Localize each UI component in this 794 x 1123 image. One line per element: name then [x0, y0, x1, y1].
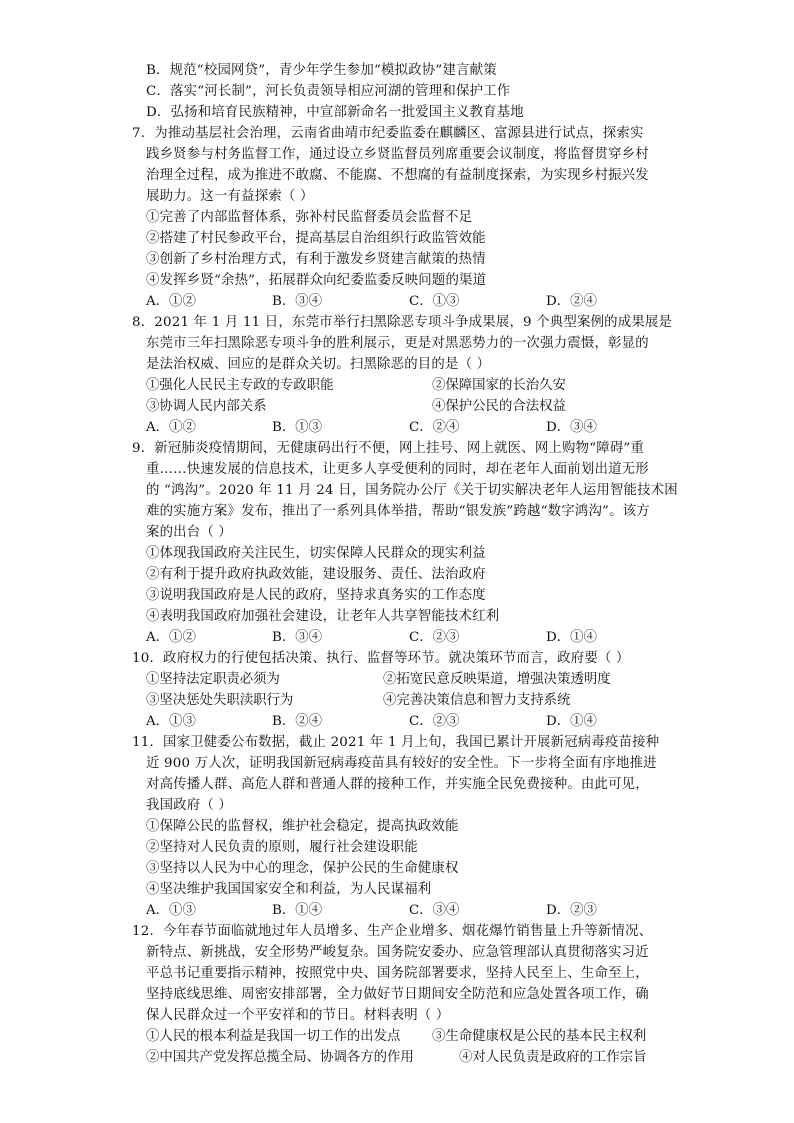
q8-stem-line: 8．2021 年 1 月 11 日，东莞市举行扫黑除恶专项斗争成果展，9 个典型案例的成果展是	[132, 315, 673, 330]
q8-statement-3: ③协调人民内部关系	[146, 399, 267, 414]
q11-choice-b: B．①④	[272, 903, 323, 918]
q12-stem-line: 平总书记重要指示精神，按照党中央、国务院部署要求，坚持人民至上、生命至上，	[146, 966, 649, 981]
q12-stem-line: 保人民群众过一个平安祥和的节日。材料表明（ ）	[146, 1008, 450, 1023]
q10-choice-c: C．②③	[409, 714, 460, 729]
q10-statement-2: ②拓宽民意反映渠道，增强决策透明度	[383, 672, 611, 687]
q11-statement-3: ③坚持以人民为中心的理念，保护公民的生命健康权	[146, 861, 459, 876]
q8-choice-d: D．③④	[546, 420, 597, 435]
q11-choice-c: C．③④	[409, 903, 460, 918]
q11-stem-line: 对高传播人群、高危人群和普通人群的接种工作，并实施全民免费接种。由此可见，	[146, 777, 649, 792]
q12-statement-1: ①人民的根本利益是我国一切工作的出发点	[146, 1029, 401, 1044]
q11-statement-1: ①保障公民的监督权，维护社会稳定，提高执政效能	[146, 819, 459, 834]
q9-choice-d: D．①④	[546, 630, 597, 645]
q10-choice-a: A．①③	[146, 714, 196, 729]
q9-statement-2: ②有利于提升政府执政效能，建设服务、责任、法治政府	[146, 567, 486, 582]
q11-statement-4: ④坚决维护我国国家安全和利益，为人民谋福利	[146, 882, 432, 897]
q12-stem-line: 12．今年春节面临就地过年人员增多、生产企业增多、烟花爆竹销售量上升等新情况、	[132, 924, 653, 939]
q8-statement-1: ①强化人民民主专政的专政职能	[146, 378, 334, 393]
q12-stem-line: 坚持底线思维、周密安排部署，全力做好节日期间安全防范和应急处置各项工作，确	[146, 987, 649, 1002]
q11-stem-line: 我国政府（ ）	[146, 798, 232, 813]
q9-statement-4: ④表明我国政府加强社会建设，让老年人共享智能技术红利	[146, 609, 500, 624]
q8-choice-b: B．①③	[272, 420, 323, 435]
q11-stem-line: 近 900 万人次，证明我国新冠病毒疫苗具有较好的安全性。下一步将全面有序地推进	[146, 756, 657, 771]
q9-stem-line: 9．新冠肺炎疫情期间，无健康码出行不便，网上挂号、网上就医、网上购物“障碍”重	[132, 441, 645, 456]
q10-statement-1: ①坚持法定职责必须为	[146, 672, 280, 687]
q9-stem-line: 的 “鸿沟”。2020 年 11 月 24 日，国务院办公厅《关于切实解决老年人运用智能技术困	[146, 483, 678, 498]
q7-stem-line: 治理全过程，成为推进不敢腐、不能腐、不想腐的有益制度探索，为实现乡村振兴发	[146, 168, 649, 183]
q10-stem-line: 10．政府权力的行使包括决策、执行、监督等环节。就决策环节而言，政府要（ ）	[132, 651, 630, 666]
q8-stem-line: 东莞市三年扫黑除恶专项斗争的胜利展示，更是对黑恶势力的一次强力震慑，彰显的	[146, 336, 649, 351]
q9-choice-a: A．①②	[146, 630, 196, 645]
q7-choice-d: D．②④	[546, 294, 597, 309]
q7-statement-4: ④发挥乡贤“余热”，拓展群众向纪委监委反映问题的渠道	[146, 273, 487, 288]
q8-choice-a: A．①②	[146, 420, 196, 435]
q6-option-c: C．落实“河长制”，河长负责领导相应河湖的管理和保护工作	[146, 84, 511, 99]
q7-choice-c: C．①③	[409, 294, 460, 309]
q11-choice-a: A．①③	[146, 903, 196, 918]
q7-choice-b: B．③④	[272, 294, 323, 309]
q9-stem-line: 难的实施方案》发布，推出了一系列具体举措，帮助“银发族”跨越“数字鸿沟”。该方	[146, 504, 650, 519]
q9-stem-line: 重……快速发展的信息技术，让更多人享受便利的同时，却在老年人面前划出道无形	[146, 462, 649, 477]
q9-statement-3: ③说明我国政府是人民的政府，坚持求真务实的工作态度	[146, 588, 486, 603]
q9-choice-b: B．③④	[272, 630, 323, 645]
q12-statement-3: ③生命健康权是公民的基本民主权利	[432, 1029, 647, 1044]
q8-choice-c: C．②④	[409, 420, 460, 435]
q7-stem-line: 展助力。这一有益探索（ ）	[146, 189, 314, 204]
q7-statement-2: ②搭建了村民参政平台，提高基层自治组织行政监管效能	[146, 231, 486, 246]
q11-stem-line: 11．国家卫健委公布数据，截止 2021 年 1 月上旬，我国已累计开展新冠病毒疫苗接种	[132, 735, 660, 750]
q6-option-d: D．弘扬和培育民族精神，中宣部新命名一批爱国主义教育基地	[146, 105, 524, 120]
q12-statement-2: ②中国共产党发挥总揽全局、协调各方的作用	[146, 1050, 414, 1065]
q10-choice-b: B．②④	[272, 714, 323, 729]
q7-stem-line: 践乡贤参与村务监督工作，通过设立乡贤监督员列席重要会议制度，将监督贯穿乡村	[146, 147, 649, 162]
q7-statement-1: ①完善了内部监督体系，弥补村民监督委员会监督不足	[146, 210, 473, 225]
q8-statement-4: ④保护公民的合法权益	[432, 399, 566, 414]
q9-statement-1: ①体现我国政府关注民生，切实保障人民群众的现实利益	[146, 546, 486, 561]
q11-statement-2: ②坚持对人民负责的原则，履行社会建设职能	[146, 840, 418, 855]
q8-statement-2: ②保障国家的长治久安	[432, 378, 566, 393]
q6-option-b: B．规范“校园网贷”，青少年学生参加“模拟政协”建言献策	[146, 63, 497, 78]
q8-stem-line: 是法治权威、回应的是群众关切。扫黑除恶的目的是（ ）	[146, 357, 491, 372]
q12-stem-line: 新特点、新挑战，安全形势严峻复杂。国务院安委办、应急管理部认真贯彻落实习近	[146, 945, 649, 960]
q7-statement-3: ③创新了乡村治理方式，有利于激发乡贤建言献策的热情	[146, 252, 486, 267]
q10-choice-d: D．①④	[546, 714, 597, 729]
q10-statement-4: ④完善决策信息和智力支持系统	[383, 693, 571, 708]
q10-statement-3: ③坚决惩处失职渎职行为	[146, 693, 294, 708]
q9-choice-c: C．②③	[409, 630, 460, 645]
q11-choice-d: D．②③	[546, 903, 597, 918]
q12-statement-4: ④对人民负责是政府的工作宗旨	[459, 1050, 647, 1065]
q7-stem-line: 7．为推动基层社会治理，云南省曲靖市纪委监委在麒麟区、富源县进行试点，探索实	[132, 126, 644, 141]
q7-choice-a: A．①②	[146, 294, 196, 309]
q9-stem-line: 案的出台（ ）	[146, 525, 232, 540]
